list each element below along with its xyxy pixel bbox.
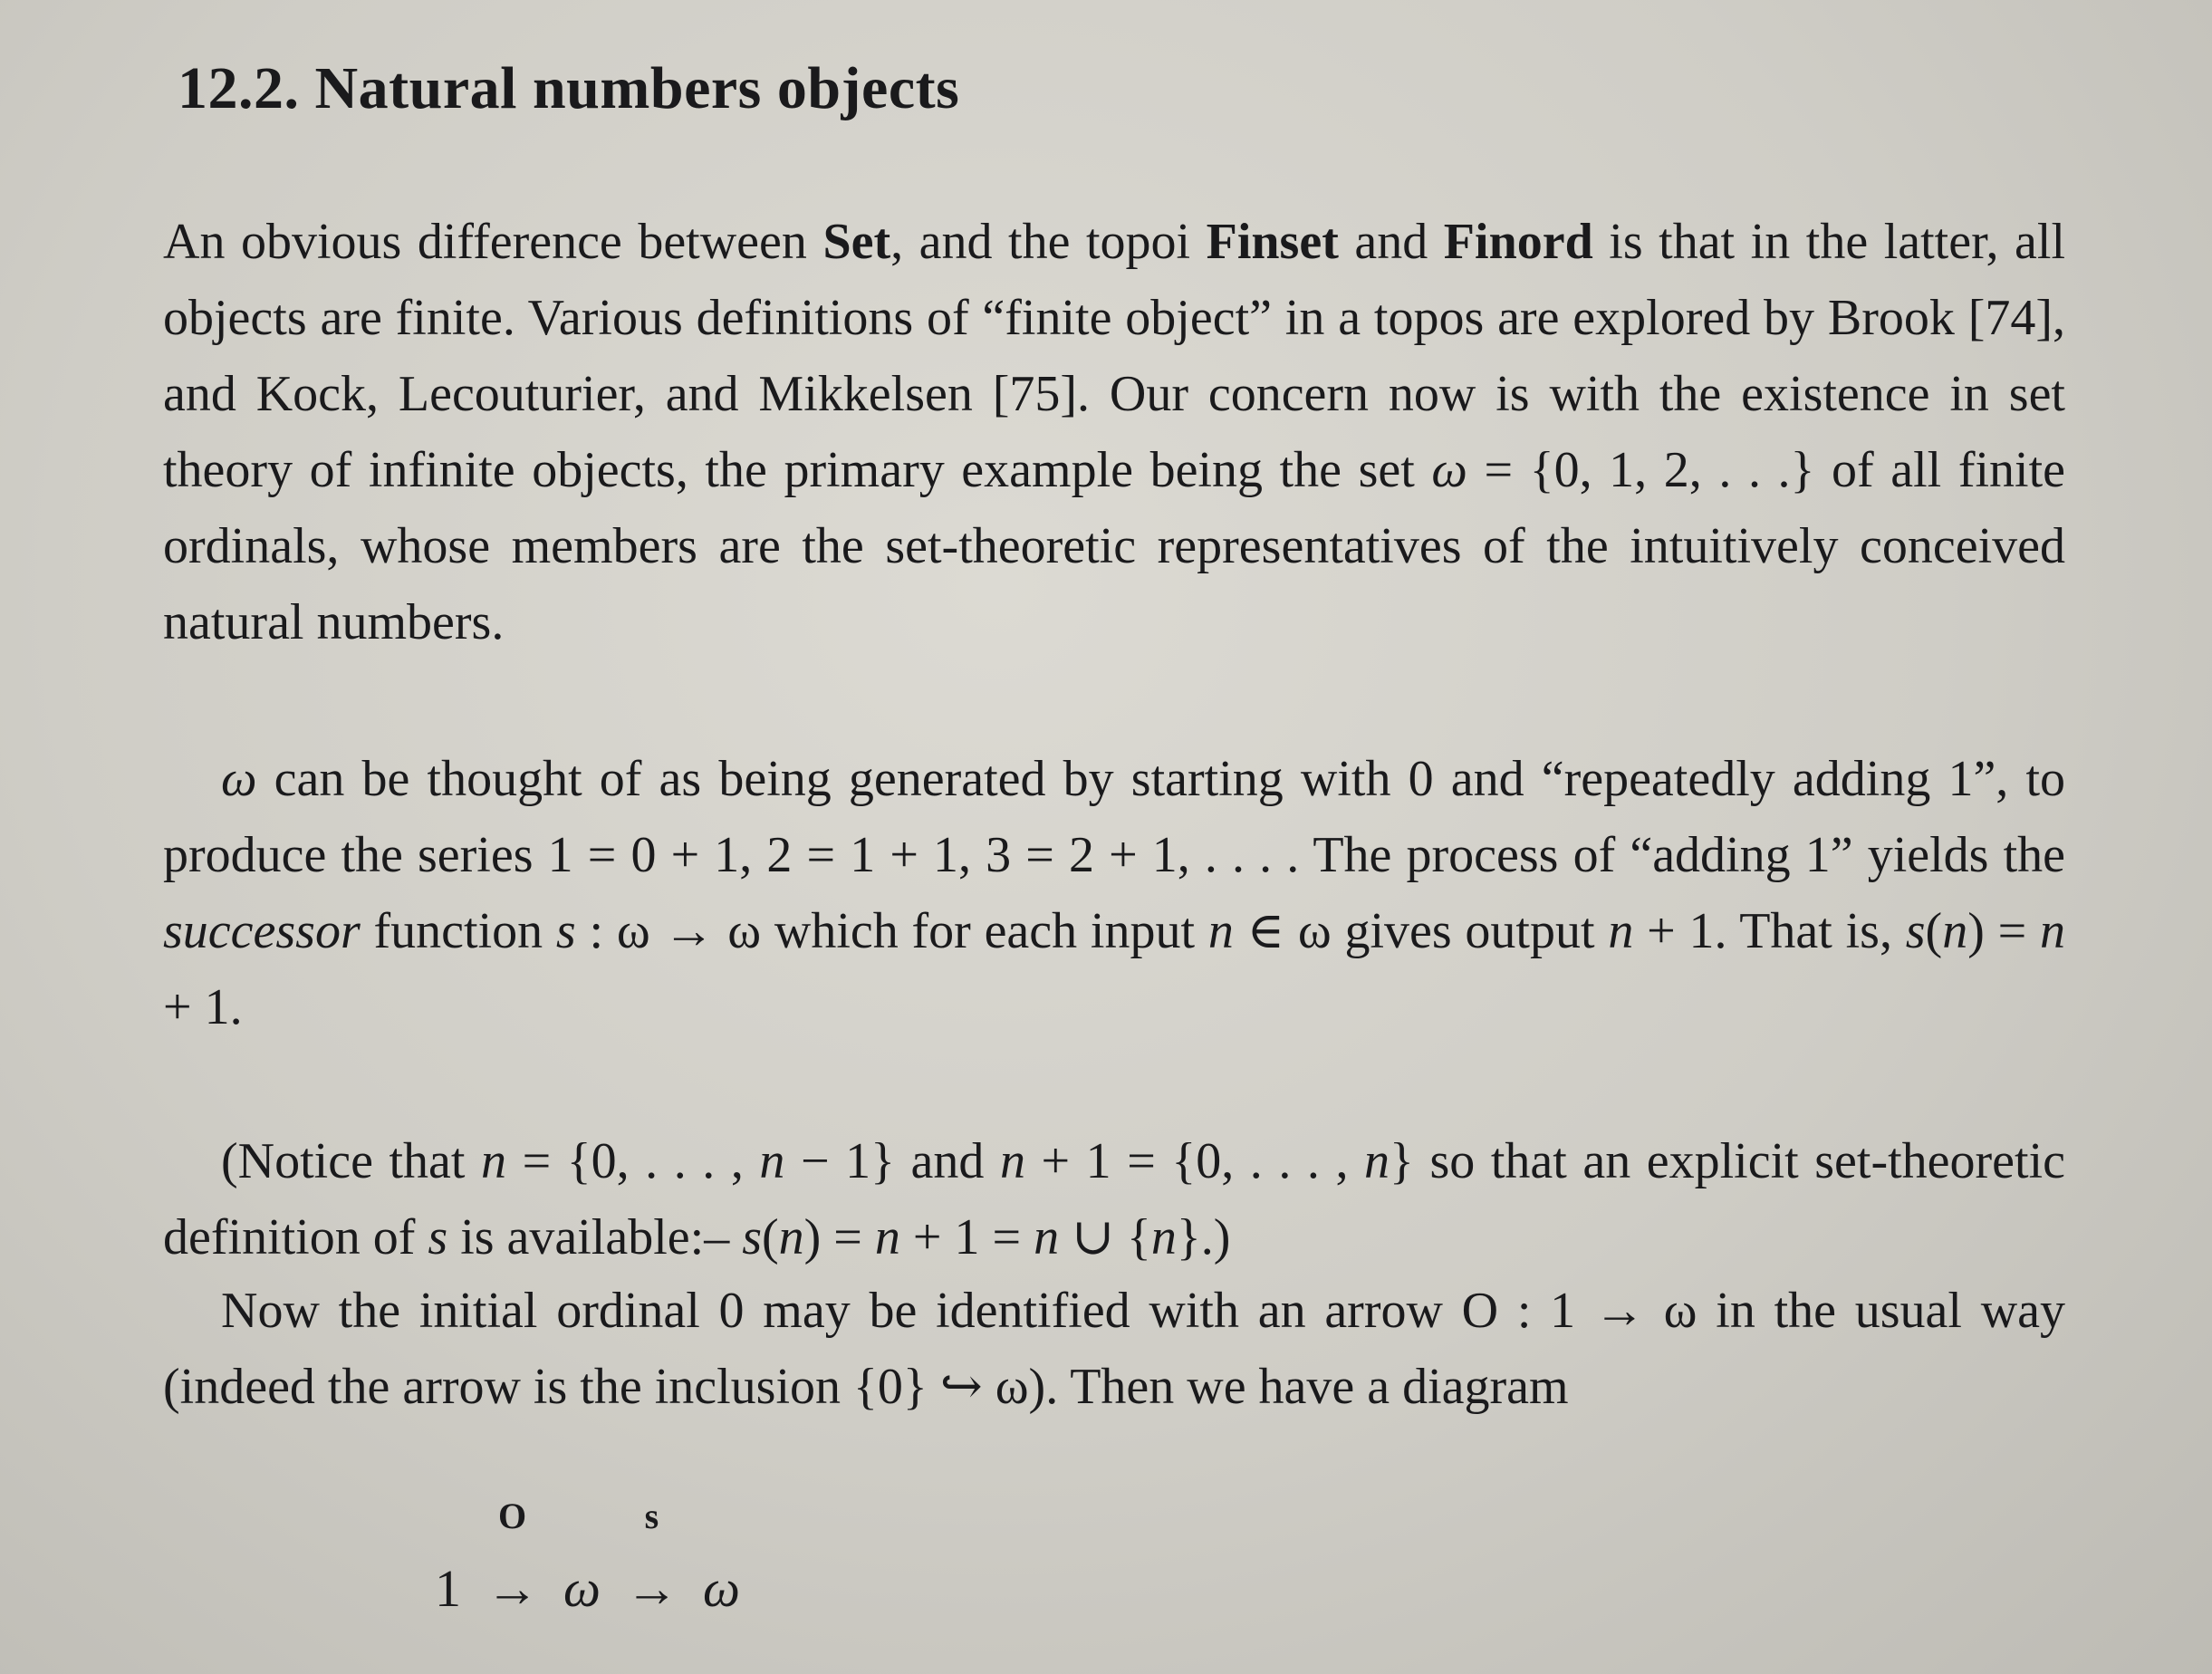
p2-text-1: can be thought of as being generated by starting with 0 and “repeatedly adding 1”, to produce the series 1 = 0 + 1, 2 = 1 + 1, 3 = 2 + 1, . . . . The process of “adding 1” yields the — [163, 751, 2065, 883]
symbol-s: s — [428, 1209, 448, 1265]
symbol-n: n — [481, 1133, 507, 1189]
arrow-diagram — [435, 1496, 740, 1619]
p3-text-7: ( — [762, 1209, 779, 1265]
p1-text-1: An obvious difference between — [163, 214, 823, 270]
term-finord: Finord — [1443, 214, 1593, 270]
symbol-n: n — [1942, 903, 1968, 959]
diagram-label-zero: O — [497, 1496, 527, 1536]
symbol-n: n — [874, 1209, 900, 1265]
p2-text-6: ( — [1925, 903, 1943, 959]
term-successor: successor — [163, 903, 361, 959]
p3-text-10: ∪ { — [1059, 1209, 1151, 1265]
p3-text-9: + 1 = — [899, 1209, 1034, 1265]
p3-text-4: + 1 = {0, . . . , — [1024, 1133, 1365, 1189]
symbol-n: n — [2039, 903, 2065, 959]
symbol-n: n — [1150, 1209, 1177, 1265]
p2-text-2: function — [360, 903, 556, 959]
p3-text-2: = {0, . . . , — [506, 1133, 760, 1189]
section-heading: 12.2. Natural numbers objects — [178, 55, 960, 121]
symbol-n: n — [1364, 1133, 1390, 1189]
p2-text-5: + 1. That is, — [1633, 903, 1906, 959]
symbol-omega: ω — [221, 751, 257, 807]
diagram-arrow-successor — [613, 1496, 689, 1619]
term-set: Set — [822, 214, 891, 270]
diagram-label-successor: s — [644, 1496, 659, 1536]
p3-text-3: − 1} and — [784, 1133, 1000, 1189]
symbol-n: n — [999, 1133, 1025, 1189]
p3-text-11: }.) — [1176, 1209, 1231, 1265]
p1-text-4: is that in the latter, all objects are finite. Various definitions of “finite object” in a topos are explored by Brook [74], and Kock, Lecouturier, and Mikkelsen [75]. Our concern now is with the existence in set theory of infinite objects, the primary example being the set — [163, 214, 2066, 498]
p2-text-4: ∈ ω gives output — [1233, 903, 1609, 959]
p2-text-3: : ω → ω which for each input — [575, 903, 1208, 959]
p1-text-3: and — [1338, 214, 1444, 270]
p3-text-1: (Notice that — [221, 1133, 482, 1189]
symbol-n: n — [759, 1133, 785, 1189]
arrow-right-icon: → — [486, 1559, 539, 1618]
symbol-n: n — [1034, 1209, 1060, 1265]
p3-text-8: ) = — [803, 1209, 875, 1265]
p1-text-2: , and the topoi — [890, 214, 1207, 270]
p2-text-8: + 1. — [163, 979, 243, 1035]
p3-text-6: is available:– — [447, 1209, 743, 1265]
p1-text-5: = {0, 1, 2, . . .} of all finite ordinals, whose members are the set-theoretic representatives of the intuitively conceived natural numbers. — [163, 442, 2065, 650]
paragraph-notice — [163, 1123, 2065, 1275]
diagram-omega-domain: ω — [563, 1559, 601, 1618]
diagram-arrow-zero — [475, 1496, 551, 1619]
p3-text-5: } so that an explicit set-theoretic definition of — [163, 1133, 2066, 1265]
symbol-n: n — [778, 1209, 804, 1265]
term-finset: Finset — [1206, 214, 1339, 270]
p4-text-1: Now the initial ordinal 0 may be identified with an arrow O : 1 → ω in the usual way (indeed the arrow is the inclusion {0} ↪ ω). Then we have a diagram — [163, 1283, 2065, 1415]
symbol-n: n — [1207, 903, 1234, 959]
symbol-s: s — [1905, 903, 1926, 959]
paragraph-finite-objects — [163, 204, 2065, 660]
symbol-omega: ω — [1431, 442, 1467, 498]
symbol-s: s — [555, 903, 576, 959]
diagram-terminal-object: 1 — [435, 1559, 461, 1618]
paragraph-successor — [163, 741, 2065, 1045]
paragraph-initial-ordinal — [163, 1273, 2065, 1425]
p2-text-7: ) = — [1967, 903, 2040, 959]
symbol-n: n — [1608, 903, 1634, 959]
arrow-right-icon: → — [625, 1559, 678, 1618]
diagram-omega-codomain: ω — [702, 1559, 740, 1618]
symbol-s: s — [742, 1209, 762, 1265]
